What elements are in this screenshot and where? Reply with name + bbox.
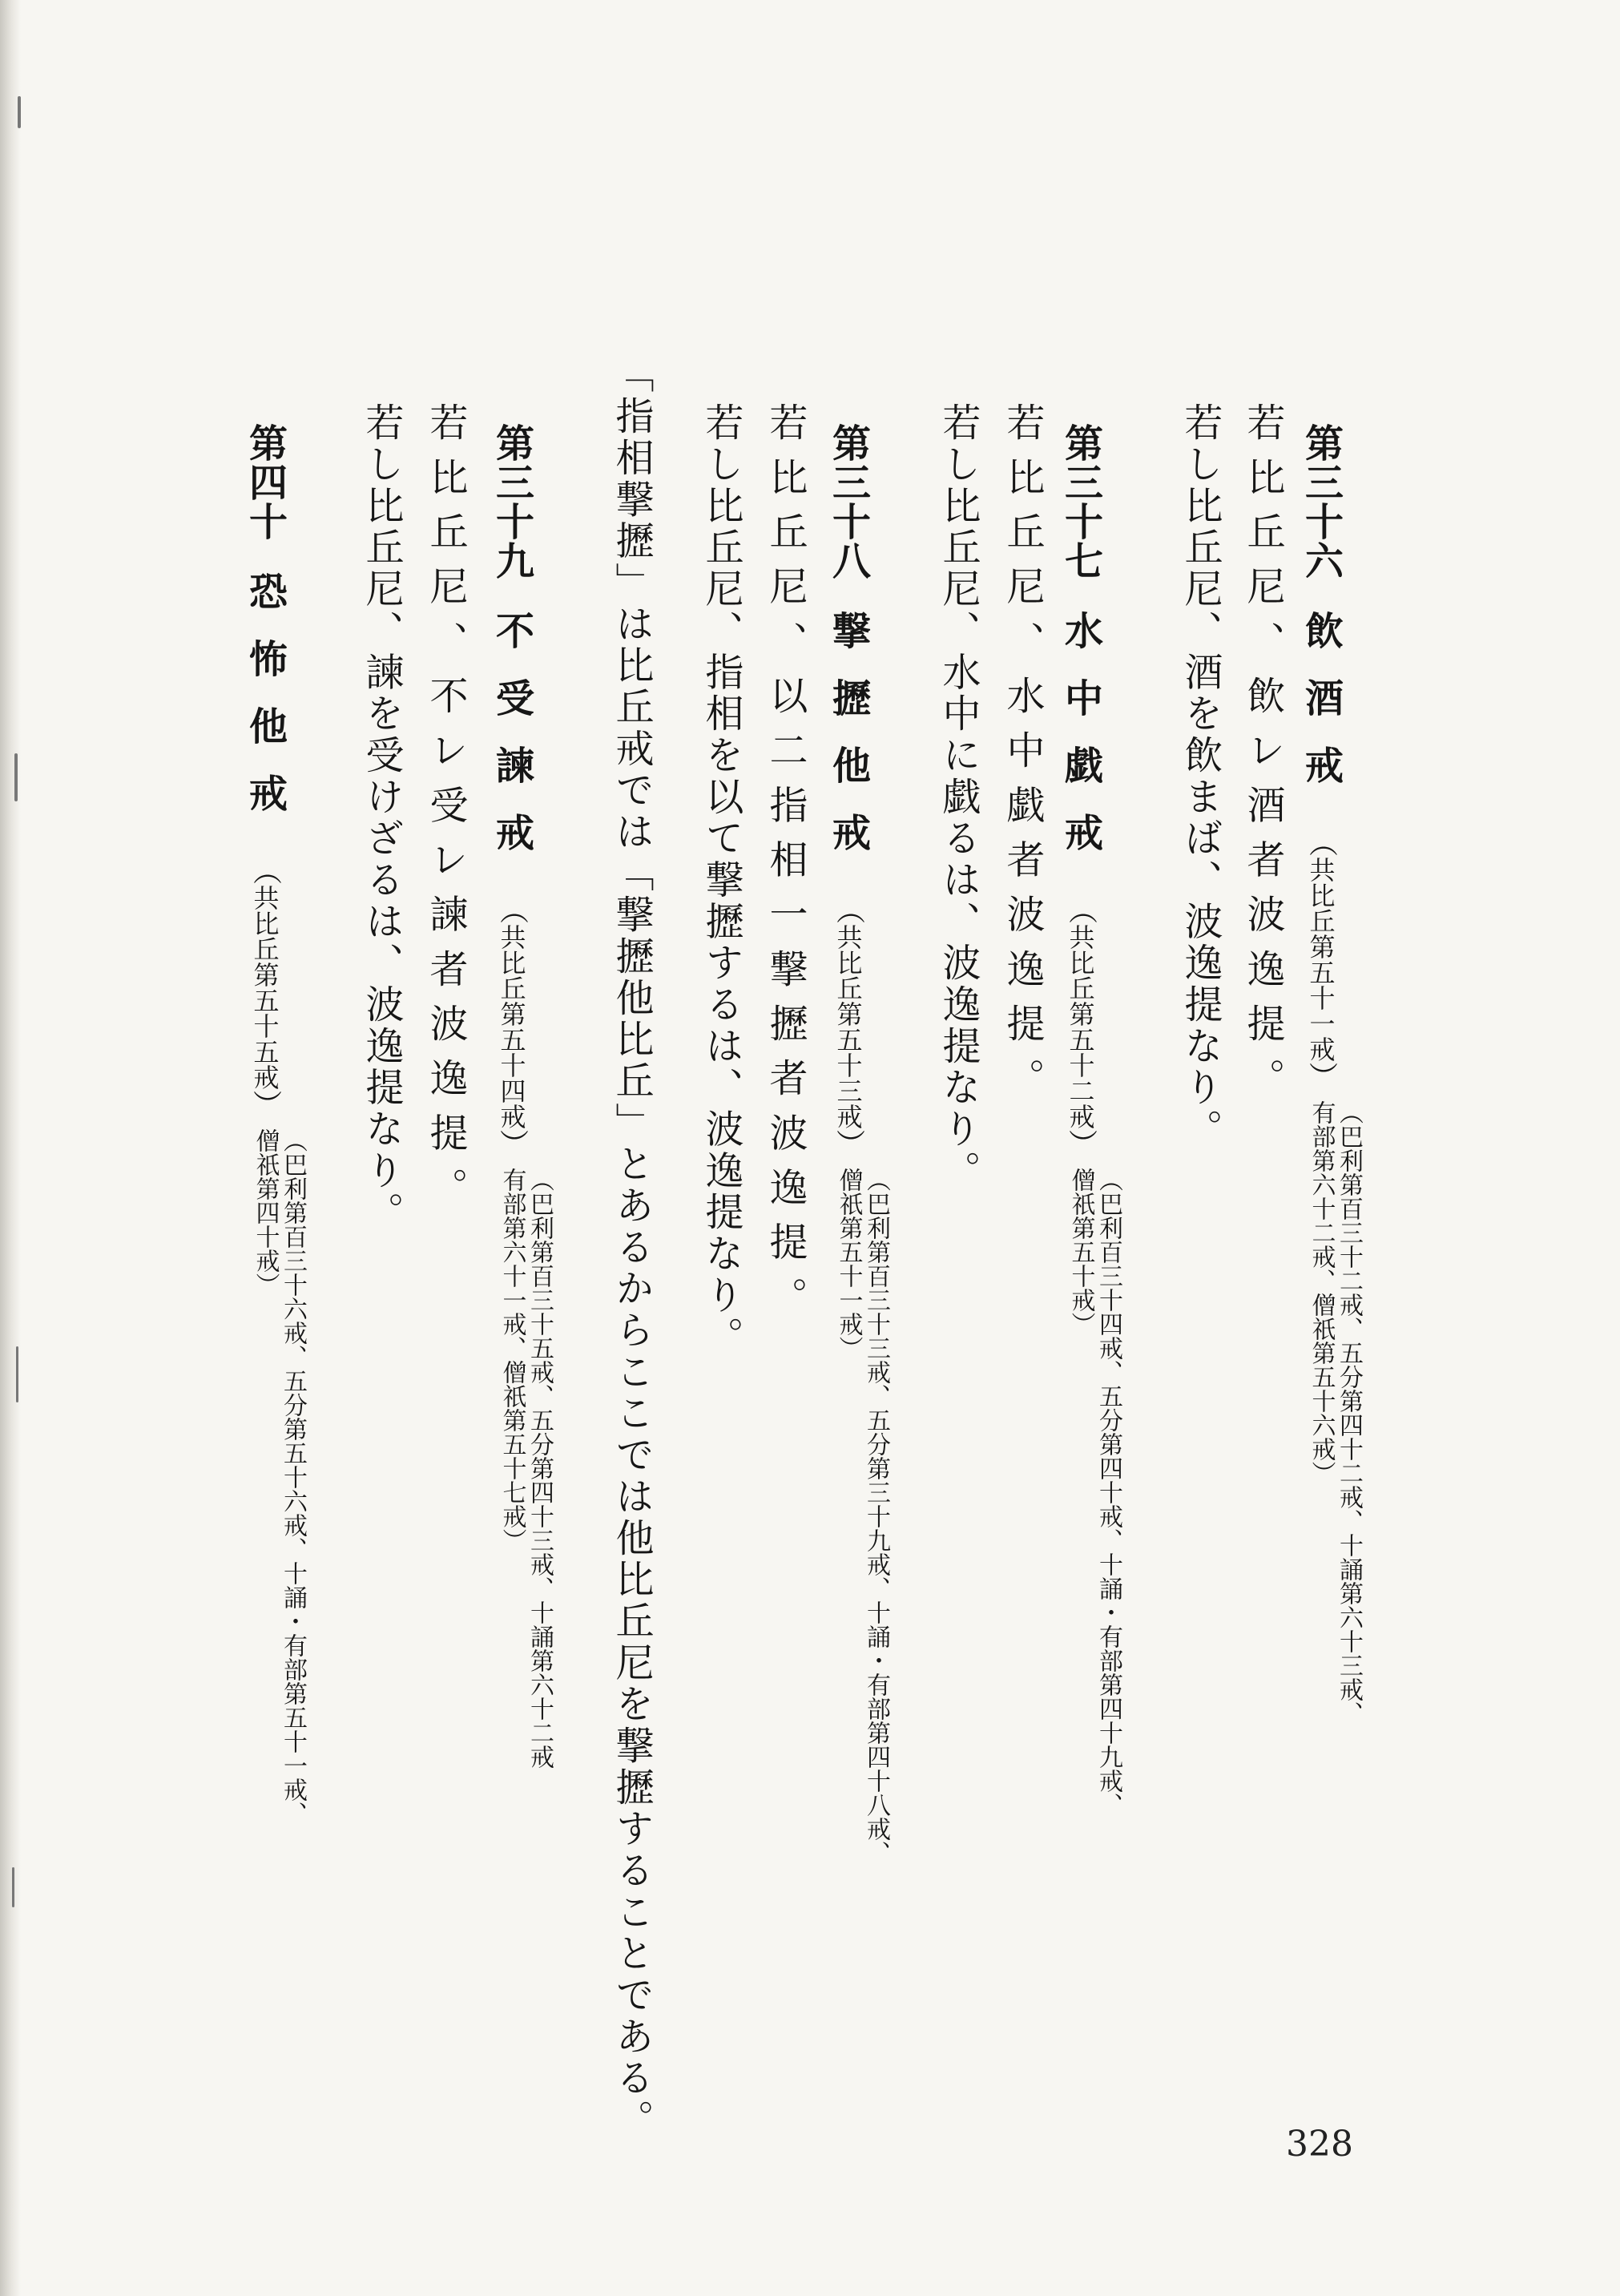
entry-36-heading: 第三十六飲酒戒（共比丘第五十一戒）（巴利第百三十二戒、五分第四十二戒、十誦第六十三戒、 有部第六十二戒、僧祇第五十六戒） bbox=[1298, 423, 1363, 1726]
scan-mark bbox=[12, 1867, 14, 1907]
entry-37-parallels: （巴利百三十四戒、五分第四十戒、十誦・有部第四十九戒、 僧祇第五十戒） bbox=[1066, 1168, 1122, 1818]
entry-39-translation: 若し比丘尼、諫を受けざるは、波逸提なり。 bbox=[359, 402, 404, 1233]
entry-37-source: 若比丘尼、水中戯者波逸提。 bbox=[1000, 402, 1045, 1113]
scan-mark bbox=[16, 1346, 18, 1402]
entry-37-number: 第三十七 bbox=[1058, 423, 1103, 580]
scan-mark bbox=[18, 96, 21, 128]
entry-37-note: 共比丘第五十二戒 bbox=[1065, 924, 1096, 1130]
entry-38-heading: 第三十八撃攊他戒（共比丘第五十三戒）（巴利第百三十三戒、五分第三十九戒、十誦・有部第四十八戒、 僧祇第五十一戒） bbox=[825, 423, 890, 1866]
entry-39-title: 不受諫戒 bbox=[489, 611, 534, 881]
entry-38-parallels: （巴利第百三十三戒、五分第三十九戒、十誦・有部第四十八戒、 僧祇第五十一戒） bbox=[834, 1168, 890, 1866]
entry-38-number: 第三十八 bbox=[825, 423, 871, 580]
entry-38-title: 撃攊他戒 bbox=[825, 611, 871, 881]
entry-39-heading: 第三十九不受諫戒（共比丘第五十四戒）（巴利第百三十五戒、五分第四十三戒、十誦第六十二戒 有部第六十一戒、僧祇第五十七戒） bbox=[489, 423, 554, 1769]
entry-38-source: 若比丘尼、以二指相一撃攊者波逸提。 bbox=[763, 402, 808, 1331]
entry-39-parallels: （巴利第百三十五戒、五分第四十三戒、十誦第六十二戒 有部第六十一戒、僧祇第五十七戒） bbox=[498, 1168, 554, 1769]
entry-37-title: 水中戯戒 bbox=[1058, 611, 1103, 881]
entry-40-note: 共比丘第五十五戒 bbox=[249, 885, 280, 1091]
entry-40-title: 恐怖他戒 bbox=[242, 571, 288, 841]
entry-39-note: 共比丘第五十四戒 bbox=[496, 924, 527, 1130]
entry-36-number: 第三十六 bbox=[1298, 423, 1344, 580]
entry-38-commentary: 「指相撃攊」は比丘戒では「撃攊他比丘」とあるからここでは他比丘尼を撃攊することである。 bbox=[609, 354, 654, 2141]
entry-37-translation: 若し比丘尼、水中に戯るは、波逸提なり。 bbox=[936, 402, 981, 1192]
entry-39-source: 若比丘尼、不レ受レ諫者波逸提。 bbox=[423, 402, 468, 1222]
entry-36-parallels: （巴利第百三十二戒、五分第四十二戒、十誦第六十三戒、 有部第六十二戒、僧祇第五十六戒） bbox=[1307, 1100, 1363, 1726]
entry-36-source: 若比丘尼、飲レ酒者波逸提。 bbox=[1240, 402, 1285, 1113]
entry-36-title: 飲酒戒 bbox=[1298, 611, 1344, 813]
scan-mark bbox=[14, 753, 18, 801]
entry-40-number: 第四十 bbox=[242, 423, 288, 541]
page-number: 328 bbox=[1286, 2124, 1353, 2165]
entry-38-note: 共比丘第五十三戒 bbox=[832, 924, 864, 1130]
entry-38-translation: 若し比丘尼、指相を以て撃攊するは、波逸提なり。 bbox=[699, 402, 744, 1358]
entry-36-translation: 若し比丘尼、酒を飲まば、波逸提なり。 bbox=[1178, 402, 1223, 1151]
entry-39-number: 第三十九 bbox=[489, 423, 534, 580]
entry-36-note: 共比丘第五十一戒 bbox=[1305, 857, 1336, 1063]
scan-edge bbox=[0, 0, 21, 2296]
entry-40-parallels: （巴利第百三十六戒、五分第五十六戒、十誦・有部第五十一戒、 僧祇第四十戒） bbox=[251, 1128, 307, 1826]
entry-40-heading: 第四十恐怖他戒（共比丘第五十五戒）（巴利第百三十六戒、五分第五十六戒、十誦・有部第五十一戒、 僧祇第四十戒） bbox=[242, 423, 307, 1826]
entry-37-heading: 第三十七水中戯戒（共比丘第五十二戒）（巴利百三十四戒、五分第四十戒、十誦・有部第四十九戒、 僧祇第五十戒） bbox=[1058, 423, 1122, 1818]
